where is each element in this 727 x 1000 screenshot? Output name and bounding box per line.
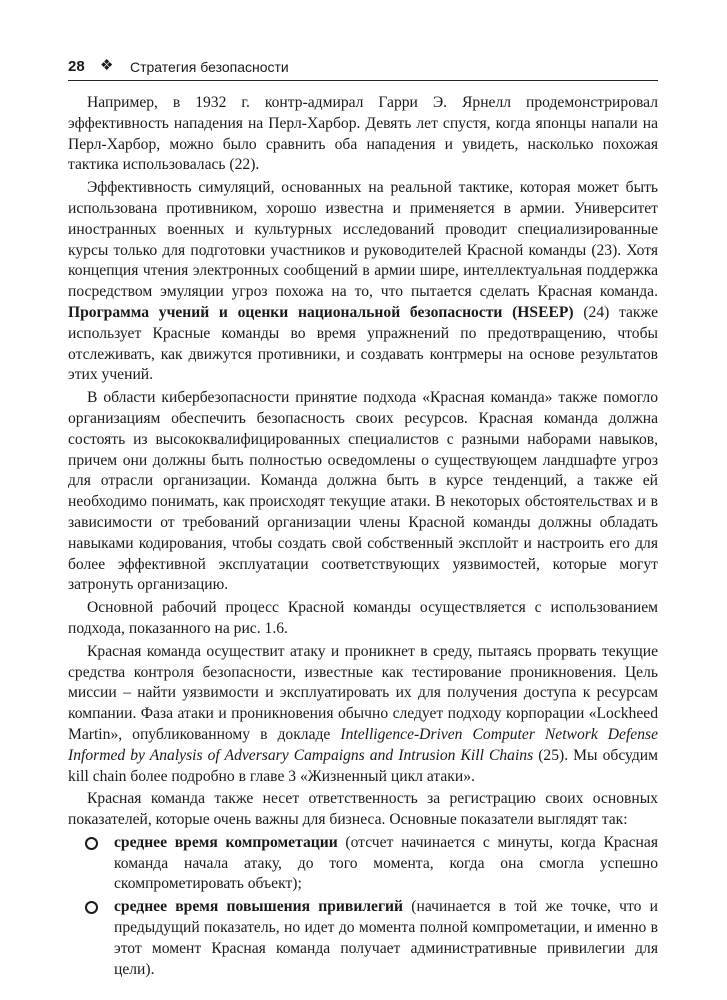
diamond-ornament-icon: ❖ <box>100 57 114 74</box>
list-item-term: среднее время повышения привилегий <box>114 898 404 916</box>
metrics-list <box>68 833 658 981</box>
list-item-text: (начинается в той же точке, что и предыдущий показатель, но идет до момента полной компрометации, и именно в этот момент Красная команда получает административные привилегии для цели). <box>114 898 659 978</box>
paragraph-2-text-b: (24) также использует Красные команды во время упражнений по предотвращению, чтобы отслеживать, как движутся противники, и создавать контрмеры на основе результатов этих учений. <box>68 303 658 384</box>
running-title: Стратегия безопасности <box>130 59 289 75</box>
report-title: Intelligence-Driven Computer Network Defense Informed by Analysis of Adversary Campaigns and Intrusion Kill Chains <box>68 725 658 764</box>
paragraph-5-text-b: (25). Мы обсудим kill chain более подробно в главе 3 «Жизненный цикл атаки». <box>68 746 658 785</box>
paragraph-4: Основной рабочий процесс Красной команды осуществляется с использованием подхода, показанного на рис. 1.6. <box>68 599 658 637</box>
paragraph-2 <box>68 178 658 386</box>
page-number: 28 <box>68 58 85 75</box>
paragraph-2-text-a: Эффективность симуляций, основанных на реальной тактике, которая может быть использована противником, хорошо известна и применяется в армии. Университет иностранных военных и культурных исследований проводит специализированные курсы только для подготовки участников и руководителей Красной команды (23). Хотя концепция чтения электронных сообщений в армии шире, интеллектуальная поддержка посредством эмуляции угроз похожа на то, что пытается сделать Красная команда. <box>68 179 658 301</box>
list-item <box>68 833 658 895</box>
list-item-term: среднее время компрометации <box>114 833 338 851</box>
running-header <box>68 56 658 81</box>
list-item-text: (отсчет начинается с минуты, когда Красная команда начала атаку, до того момента, когда она смогла успешно скомпрометировать объект); <box>114 833 658 893</box>
circle-bullet-icon <box>85 901 98 914</box>
paragraph-1: Например, в 1932 г. контр-адмирал Гарри Э. Ярнелл продемонстрировал эффективность нападения на Перл-Харбор. Девять лет спустя, когда японцы напали на Перл-Харбор, можно было сравнить оба нападения и увидеть, насколько похожая тактика использовалась (22). <box>68 94 658 174</box>
circle-bullet-icon <box>85 837 98 850</box>
paragraph-3: В области кибербезопасности принятие подхода «Красная команда» также помогло организациям обеспечить безопасность своих ресурсов. Красная команда должна состоять из высококвалифицированных специалистов с разными наборами навыков, причем они должны быть полностью осведомлены о существующем ландшафте угроз для отрасли организации. Команда должна быть в курсе тенденций, а также ей необходимо понимать, как происходят текущие атаки. В некоторых обстоятельствах и в зависимости от требований организации члены Красной команды должны обладать навыками кодирования, чтобы создать свой собственный эксплойт и настроить его для более эффективной эксплуатации соответствующих уязвимостей, которые могут затронуть организацию. <box>68 389 658 594</box>
paragraph-5 <box>68 642 658 788</box>
hseep-term: Программа учений и оценки национальной безопасности (HSEEP) <box>68 303 574 321</box>
paragraph-5-text-a: Красная команда осуществит атаку и проникнет в среду, пытаясь прорвать текущие средства контроля безопасности, известные как тестирование проникновения. Цель миссии – найти уязвимости и эксплуатировать их для получения доступа к ресурсам компании. Фаза атаки и проникновения обычно следует подходу корпорации «Lockheed Martin», опубликованному в докладе <box>68 642 658 743</box>
paragraph-6: Красная команда также несет ответственность за регистрацию своих основных показателей, которые очень важны для бизнеса. Основные показатели выглядят так: <box>68 790 658 829</box>
page-body <box>68 93 658 982</box>
list-item <box>68 897 658 980</box>
